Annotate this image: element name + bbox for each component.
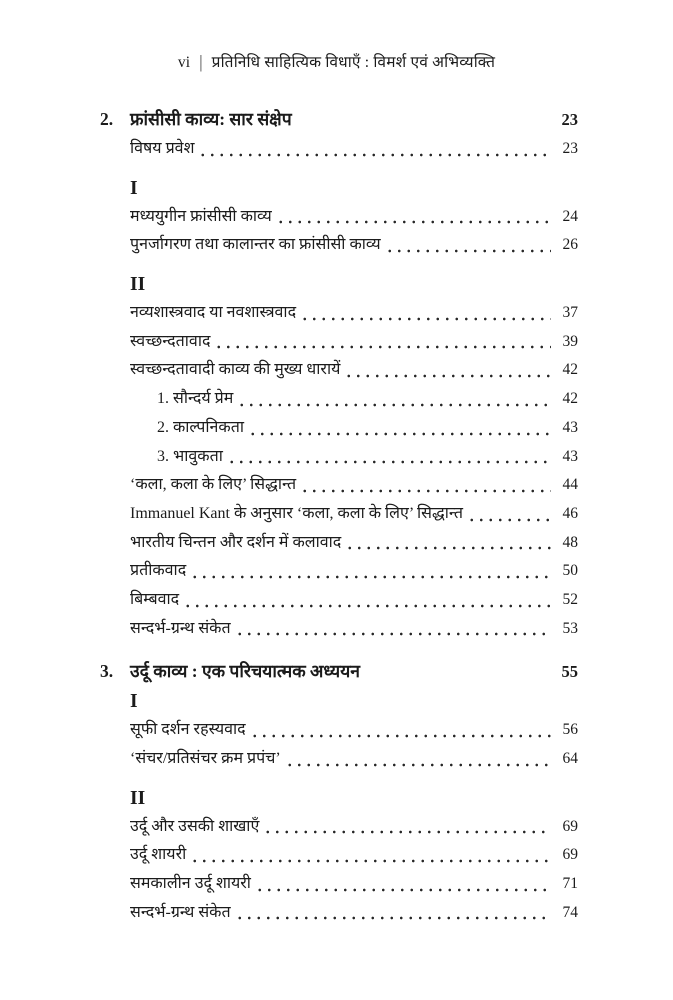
chapter-section xyxy=(100,656,578,927)
entry-page-number: 69 xyxy=(562,846,578,864)
entry-label: सन्दर्भ-ग्रन्थ संकेत xyxy=(130,903,231,921)
toc-entry xyxy=(100,586,578,615)
toc-entry xyxy=(100,414,578,443)
part-heading: II xyxy=(130,274,146,296)
entry-page-number: 39 xyxy=(562,332,578,350)
dot-leader-line xyxy=(235,615,551,644)
entry-page-number: 24 xyxy=(562,207,578,225)
dot-leader-line xyxy=(255,870,551,899)
dot-leader-line xyxy=(385,231,551,260)
entry-label: उर्दू शायरी xyxy=(130,846,187,864)
part-heading: I xyxy=(130,177,138,199)
entry-label: उर्दू और उसकी शाखाएँ xyxy=(130,817,260,835)
part-heading: II xyxy=(130,787,146,809)
chapter-number: 3. xyxy=(100,661,114,682)
dot-leader-line xyxy=(345,529,551,558)
entry-page-number: 71 xyxy=(562,875,578,893)
entry-label: Immanuel Kant के अनुसार ‘कला, कला के लिए’ सिद्धान्त xyxy=(130,504,463,522)
table-of-contents xyxy=(100,104,578,927)
chapter-title: फ्रांसीसी काव्य: सार संक्षेप xyxy=(130,109,292,129)
toc-entry xyxy=(100,899,578,928)
dot-leader-line xyxy=(183,586,551,615)
folio-number: vi xyxy=(177,54,191,71)
dot-leader-line xyxy=(190,557,551,586)
toc-entry xyxy=(100,841,578,870)
entry-label: सन्दर्भ-ग्रन्थ संकेत xyxy=(130,619,231,637)
dot-leader-line xyxy=(300,471,551,500)
entry-page-number: 53 xyxy=(562,619,578,637)
toc-entry xyxy=(100,500,578,529)
chapter-heading xyxy=(100,656,578,687)
dot-leader-line xyxy=(467,500,551,529)
entry-label: 3. भावुकता xyxy=(157,447,223,465)
chapter-page-number: 23 xyxy=(561,110,578,129)
entry-page-number: 44 xyxy=(562,476,578,494)
toc-entry xyxy=(100,135,578,164)
entry-label: 1. सौन्दर्य प्रेम xyxy=(157,390,234,408)
entry-page-number: 64 xyxy=(562,750,578,767)
running-header xyxy=(0,50,673,72)
entry-page-number: 74 xyxy=(562,903,578,921)
toc-entry xyxy=(100,203,578,232)
toc-entry xyxy=(100,557,578,586)
toc-entry xyxy=(100,356,578,385)
toc-entry xyxy=(100,328,578,357)
chapter-section xyxy=(100,104,578,643)
entry-label: स्वच्छन्दतावाद xyxy=(130,332,211,350)
entry-label: ‘संचर/प्रतिसंचर क्रम प्रपंच’ xyxy=(130,750,281,767)
toc-entry xyxy=(100,745,578,774)
dot-leader-line xyxy=(227,443,551,472)
dot-leader-line xyxy=(235,899,551,928)
chapter-title: उर्दू काव्य : एक परिचयात्मक अध्ययन xyxy=(130,661,361,682)
entry-label: सूफी दर्शन रहस्यवाद xyxy=(130,721,246,739)
chapter-number: 2. xyxy=(100,109,114,129)
header-separator: | xyxy=(199,52,203,73)
toc-entry xyxy=(100,385,578,414)
entry-label: मध्ययुगीन फ्रांसीसी काव्य xyxy=(130,207,272,225)
toc-entry xyxy=(100,231,578,260)
entry-label: बिम्बवाद xyxy=(130,590,180,608)
toc-entry xyxy=(100,529,578,558)
entry-page-number: 23 xyxy=(562,140,578,157)
dot-leader-line xyxy=(285,745,551,774)
entry-page-number: 43 xyxy=(562,447,578,465)
entry-page-number: 43 xyxy=(562,418,578,436)
entry-page-number: 42 xyxy=(562,390,578,408)
entry-label: समकालीन उर्दू शायरी xyxy=(130,875,251,893)
book-title: प्रतिनिधि साहित्यिक विधाएँ : विमर्श एवं अभिव्यक्ति xyxy=(211,54,496,71)
entry-page-number: 37 xyxy=(562,304,578,322)
dot-leader-line xyxy=(344,356,551,385)
toc-entry xyxy=(100,870,578,899)
entry-page-number: 56 xyxy=(562,721,578,739)
part-heading: I xyxy=(130,691,138,713)
toc-entry xyxy=(100,716,578,745)
entry-label: विषय प्रवेश xyxy=(130,140,195,157)
entry-label: ‘कला, कला के लिए’ सिद्धान्त xyxy=(130,476,297,494)
dot-leader-line xyxy=(276,203,551,232)
chapter-heading xyxy=(100,104,578,135)
entry-page-number: 50 xyxy=(562,562,578,580)
toc-entry xyxy=(100,471,578,500)
entry-page-number: 69 xyxy=(562,817,578,835)
chapter-page-number: 55 xyxy=(561,662,578,682)
dot-leader-line xyxy=(214,328,551,357)
entry-label: नव्यशास्त्रवाद या नवशास्त्रवाद xyxy=(130,304,297,322)
entry-label: स्वच्छन्दतावादी काव्य की मुख्य धारायें xyxy=(130,361,341,379)
entry-label: भारतीय चिन्तन और दर्शन में कलावाद xyxy=(130,533,342,551)
dot-leader-line xyxy=(263,813,551,842)
dot-leader-line xyxy=(250,716,551,745)
toc-entry xyxy=(100,443,578,472)
entry-page-number: 52 xyxy=(562,590,578,608)
toc-entry xyxy=(100,813,578,842)
entry-page-number: 26 xyxy=(562,236,578,254)
entry-page-number: 42 xyxy=(562,361,578,379)
dot-leader-line xyxy=(248,414,551,443)
dot-leader-line xyxy=(190,841,551,870)
dot-leader-line xyxy=(198,135,551,164)
entry-page-number: 48 xyxy=(562,533,578,551)
entry-label: 2. काल्पनिकता xyxy=(157,418,244,436)
entry-label: पुनर्जागरण तथा कालान्तर का फ्रांसीसी काव्य xyxy=(130,236,381,254)
entry-label: प्रतीकवाद xyxy=(130,562,187,580)
toc-entry xyxy=(100,615,578,644)
dot-leader-line xyxy=(300,299,551,328)
dot-leader-line xyxy=(237,385,551,414)
toc-entry xyxy=(100,299,578,328)
entry-page-number: 46 xyxy=(562,504,578,522)
